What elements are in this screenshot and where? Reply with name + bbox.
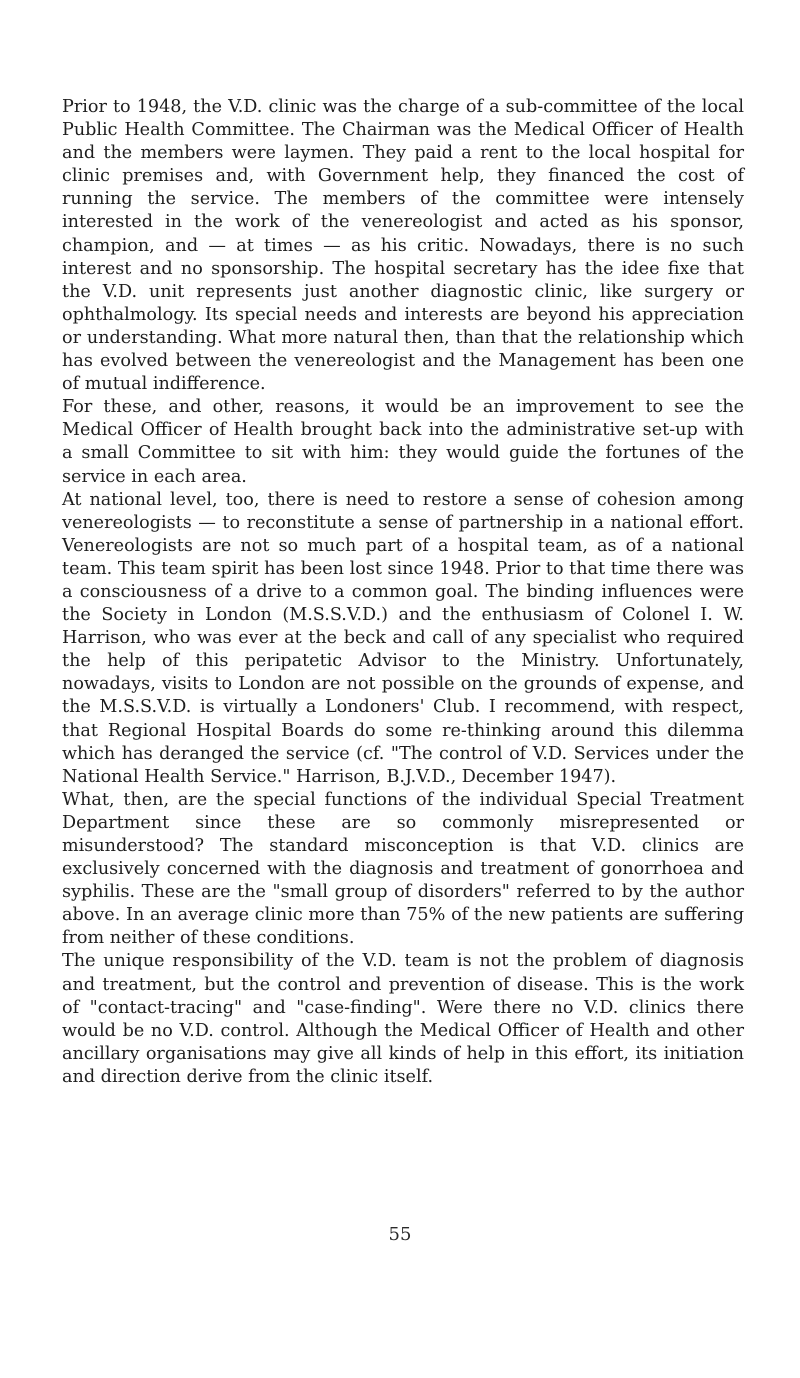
paragraph-special-functions: What, then, are the special functions of the individual Special Treatment Department since these are so commonly misrepresented or misunderstood? The standard misconception is that V.D. clinics are exclusively concerned with the diagnosis and treatment of gonorrhoea and syphilis. These are the "small group of disorders" referred to by the author above. In an average clinic more than 75% of the new patients are suffering from neither of these conditions.: [62, 789, 744, 949]
paragraph-unique-responsibility: The unique responsibility of the V.D. team is not the problem of diagnosis and treatment, but the control and prevention of disease. This is the work of "contact-tracing" and "case-finding". Were there no V.D. clinics there would be no V.D. control. Although the Medical Officer of Health and other ancillary organisations may give all kinds of help in this effort, its initiation and direction derive from the clinic itself.: [62, 951, 744, 1087]
paragraph-national-level: At national level, too, there is need to restore a sense of cohesion among venereologists — to reconstitute a sense of partnership in a national effort. Venereologists are not so much part of a hospital team, as of a national team. This team spirit has been lost since 1948. Prior to that time there was a consciousness of a drive to a common goal. The binding influences were the Society in London (M.S.S.V.D.) and the enthusiasm of Colonel I. W. Harrison, who was ever at the beck and call of any specialist who required the help of this peripatetic Advisor to the Ministry. Unfortunately, nowadays, visits to London are not possible on the grounds of expense, and the M.S.S.V.D. is virtually a Londoners' Club. I recommend, with respect, that Regional Hospital Boards do some re-thinking around this dilemma which has deranged the service (cf. "The control of V.D. Services under the National Health Service." Harrison, B.J.V.D., December 1947).: [62, 489, 744, 787]
page-number: 55: [388, 1224, 412, 1245]
paragraph-recommendation-moh: For these, and other, reasons, it would be an improvement to see the Medical Officer of Health brought back into the administrative set-up with a small Committee to sit with him: they would guide the fortunes of the service in each area.: [62, 397, 744, 487]
document-body: [62, 96, 744, 1089]
paragraph-history: Prior to 1948, the V.D. clinic was the charge of a sub-committee of the local Public Health Committee. The Chairman was the Medical Officer of Health and the members were laymen. They paid a rent to the local hospital for clinic premises and, with Government help, they financed the cost of running the service. The members of the committee were intensely interested in the work of the venereologist and acted as his sponsor, champion, and — at times — as his critic. Nowadays, there is no such interest and no sponsorship. The hospital secretary has the idee fixe that the V.D. unit represents just another diagnostic clinic, like surgery or ophthalmology. Its special needs and interests are beyond his appreciation or understanding. What more natural then, than that the relationship which has evolved between the venereologist and the Management has been one of mutual indifference.: [62, 97, 744, 395]
